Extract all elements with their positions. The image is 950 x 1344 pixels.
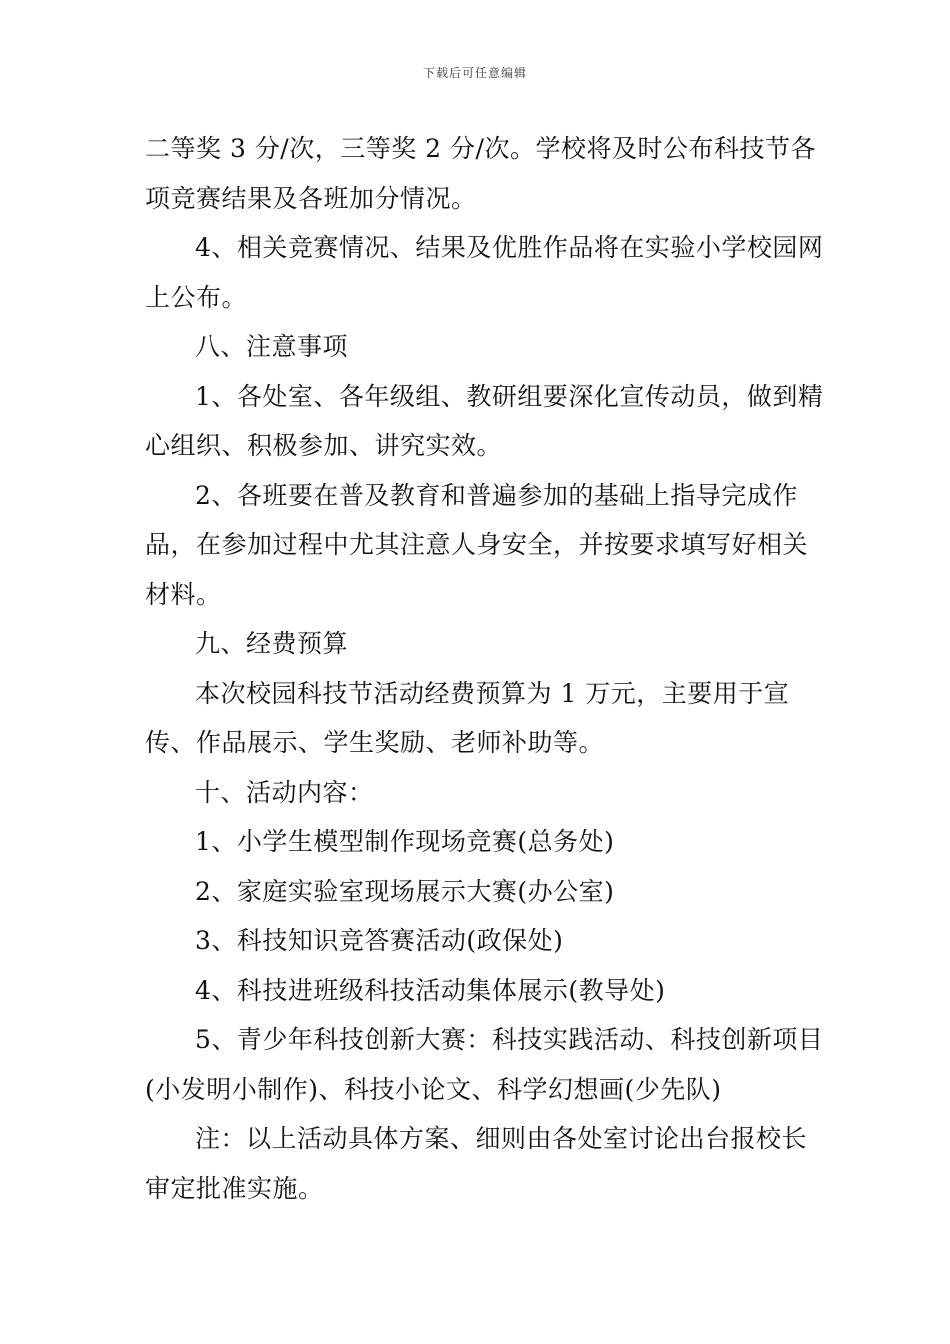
list-item-activity-4: 4、科技进班级科技活动集体展示(教导处) — [195, 975, 666, 1005]
paragraph-note-1: 1、各处室、各年级组、教研组要深化宣传动员，做到精心组织、积极参加、讲究实效。 — [145, 381, 824, 460]
paragraph-award-points: 二等奖 3 分/次，三等奖 2 分/次。学校将及时公布科技节各项竞赛结果及各班加分情况。 — [145, 134, 816, 213]
list-item-activity-2: 2、家庭实验室现场展示大赛(办公室) — [195, 876, 615, 906]
section-heading-activities: 十、活动内容： — [195, 777, 374, 807]
list-item-activity-5: 5、青少年科技创新大赛：科技实践活动、科技创新项目(小发明小制作)、科技小论文、科学幻想画(少先队) — [145, 1025, 824, 1104]
document-body — [145, 124, 825, 1213]
paragraph-budget: 本次校园科技节活动经费预算为 1 万元，主要用于宣传、作品展示、学生奖励、老师补助等。 — [145, 678, 790, 757]
section-heading-budget: 九、经费预算 — [195, 629, 349, 658]
paragraph-note-2: 2、各班要在普及教育和普遍参加的基础上指导完成作品，在参加过程中尤其注意人身安全，并按要求填写好相关材料。 — [145, 480, 809, 609]
section-heading-notes: 八、注意事项 — [195, 332, 349, 361]
paragraph-results-publish: 4、相关竞赛情况、结果及优胜作品将在实验小学校园网上公布。 — [145, 233, 824, 312]
list-item-activity-1: 1、小学生模型制作现场竞赛(总务处) — [195, 827, 615, 856]
paragraph-footnote: 注：以上活动具体方案、细则由各处室讨论出台报校长审定批准实施。 — [145, 1124, 808, 1203]
page-header-note: 下载后可任意编辑 — [422, 66, 527, 80]
list-item-activity-3: 3、科技知识竞答赛活动(政保处) — [195, 926, 564, 955]
